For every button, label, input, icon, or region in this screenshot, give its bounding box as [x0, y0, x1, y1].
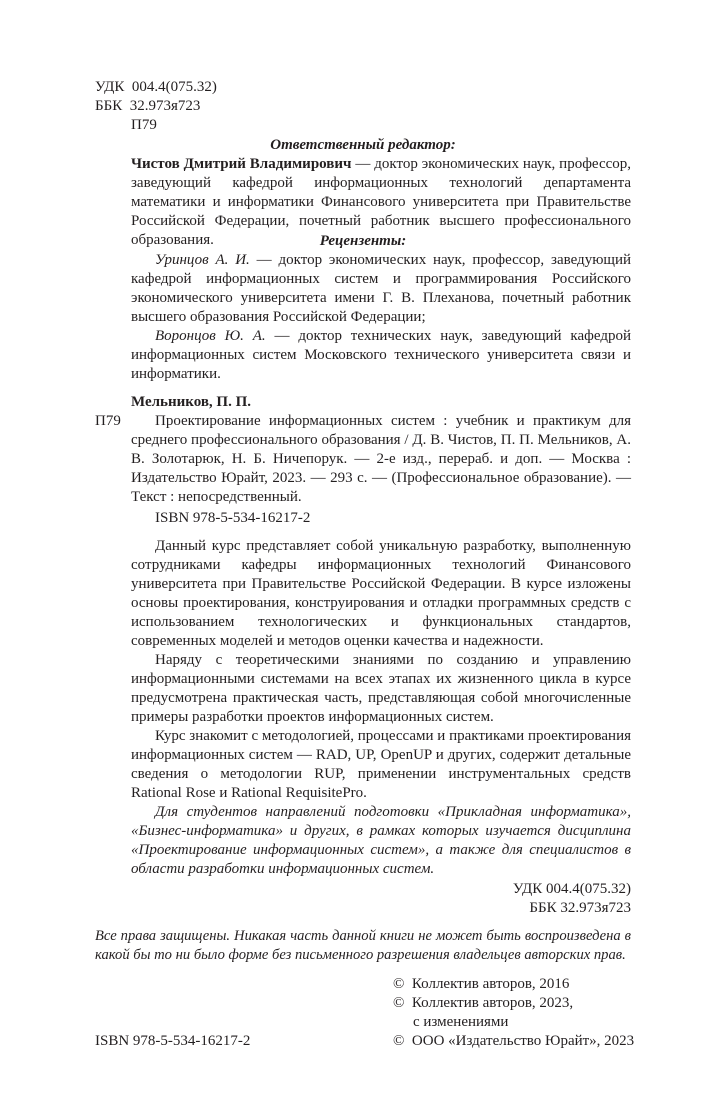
bib-mark: П79 [95, 413, 121, 429]
bib-description: Проектирование информационных систем : учебник и практикум для среднего профессионального образования / Д. В. Чистов, П. П. Мельников, А. В. Золотарюк, Н. Б. Ничепорук. — 2-е изд., перераб. и доп. — Москва : Издательство Юрайт, 2023. — 293 с. — (Профессиональное образование). — Текст : непосредственный. [131, 413, 631, 505]
bottom-udk: УДК 004.4(075.32) [512, 881, 631, 897]
bbk-code: ББК 32.973я723 [95, 98, 201, 114]
rights-notice: Все права защищены. Никакая часть данной книги не может быть воспроизведена в какой бы то ни было форме без письменного разрешения владельцев авторских прав. [95, 928, 631, 963]
copyright-symbol: © [393, 1033, 405, 1049]
reviewer-1-text: — доктор экономических наук, профессор, заведующий кафедрой информационных систем и программирования Российского экономического университета имени Г. В. Плеханова, почетный работник высшего образования Российской Федерации; [131, 252, 631, 325]
copyright-line-2b: с изменениями [413, 1014, 509, 1030]
bib-isbn: ISBN 978-5-534-16217-2 [155, 510, 311, 526]
bib-author: Мельников, П. П. [131, 394, 252, 410]
isbn-bottom: ISBN 978-5-534-16217-2 [95, 1033, 251, 1049]
editor-text: — доктор экономических наук, профессор, заведующий кафедрой информационных технологий департамента математики и информатики Финансового университета при Правительстве Российской Федерации, почетный работник высшего профессионального образования. [131, 156, 632, 248]
copyright-line-1 [393, 975, 653, 994]
annotation-paragraph-3: Курс знакомит с методологией, процессами и практиками проектирования информационных систем — RAD, UP, OpenUP и других, содержит детальные сведения о методологии RUP, применении инструментальных средств Rational Rose и Rational RequisitePro. [131, 728, 631, 801]
bottom-bbk: ББК 32.973я723 [529, 900, 631, 916]
editor-heading: Ответственный редактор: [270, 137, 456, 153]
copyright-line-2 [393, 994, 653, 1013]
udk-code: УДК 004.4(075.32) [95, 79, 217, 95]
reviewers-heading: Рецензенты: [319, 233, 407, 249]
copyright-symbol: © [393, 976, 405, 992]
reviewer-1 [107, 251, 631, 327]
author-mark: П79 [131, 117, 157, 133]
copyright-block [393, 975, 653, 1051]
annotation-paragraph-4: Для студентов направлений подготовки «Прикладная информатика», «Бизнес-информатика» и других, в рамках которых изучается дисциплина «Проектирование информационных систем», а также для специалистов в области разработки информационных систем. [131, 804, 631, 877]
reviewer-2-text: — доктор технических наук, заведующий кафедрой информационных систем Московского технического университета связи и информатики. [131, 328, 631, 382]
classification-block [95, 78, 295, 135]
copyright-text-3: ООО «Издательство Юрайт», 2023 [411, 1033, 635, 1049]
copyright-text-1: Коллектив авторов, 2016 [411, 976, 570, 992]
annotation-paragraph-1: Данный курс представляет собой уникальную разработку, выполненную сотрудниками кафедры информационных технологий Финансового университета при Правительстве Российской Федерации. В курсе изложены основы проектирования, конструирования и отладки программных средств с использованием технологических и функциональных стандартов, современных моделей и методов оценки качества и надежности. [131, 538, 631, 649]
editor-name: Чистов Дмитрий Владимирович [131, 156, 352, 172]
annotation-paragraph-2: Наряду с теоретическими знаниями по созданию и управлению информационными системами на всех этапах их жизненного цикла в курсе предусмотрена практическая часть, представляющая собой многочисленные примеры разработки проектов информационных систем. [131, 652, 631, 725]
copyright-line-3 [393, 1032, 653, 1051]
reviewer-2-name: Воронцов Ю. А. [155, 328, 266, 344]
copyright-text-2: Коллектив авторов, 2023, [411, 995, 574, 1011]
copyright-symbol: © [393, 995, 405, 1011]
reviewer-1-name: Уринцов А. И. [155, 252, 250, 268]
reviewer-2 [107, 327, 631, 384]
